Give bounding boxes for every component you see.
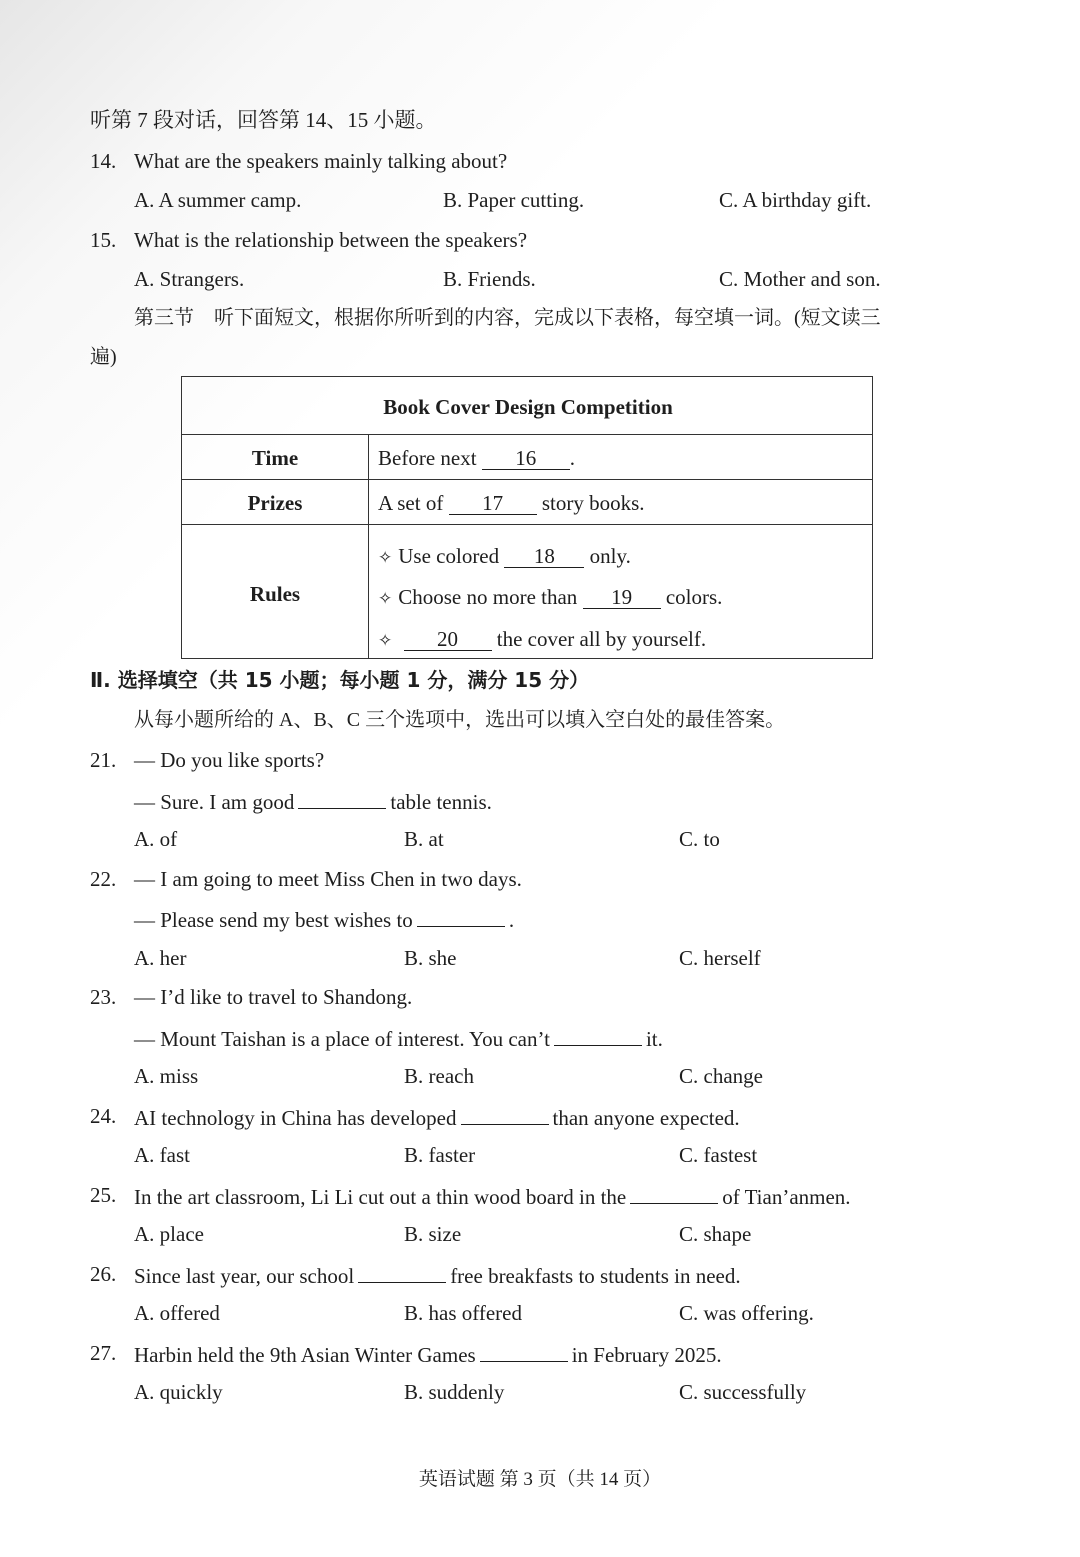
table-title: Book Cover Design Competition bbox=[383, 395, 673, 419]
question-number: 14. bbox=[90, 149, 117, 173]
page-footer: 英语试题 第 3 页（共 14 页） bbox=[418, 1469, 662, 1490]
option-c: C. Mother and son. bbox=[719, 267, 881, 291]
time-cell: Before next 16 . bbox=[378, 446, 576, 470]
option-a: A. quickly bbox=[134, 1380, 223, 1404]
diamond-bullet-icon: ✧ bbox=[378, 548, 393, 568]
rule-2: ✧ Choose no more than 19 colors. bbox=[378, 585, 723, 609]
blank-16[interactable]: 16 bbox=[482, 447, 570, 470]
option-a: A. offered bbox=[134, 1301, 220, 1325]
question-text: What is the relationship between the speakers? bbox=[134, 228, 528, 252]
blank-17[interactable]: 17 bbox=[449, 492, 537, 515]
answer-blank[interactable] bbox=[630, 1181, 718, 1204]
option-c: C. fastest bbox=[679, 1143, 758, 1167]
section-intro: 听第 7 段对话，回答第 14、15 小题。 bbox=[90, 108, 437, 132]
section3-instruction: 第三节 听下面短文，根据你所听到的内容，完成以下表格，每空填一词。(短文读三 bbox=[134, 307, 881, 329]
option-b: B. has offered bbox=[404, 1301, 522, 1325]
option-b: B. reach bbox=[404, 1064, 474, 1088]
option-a: A. miss bbox=[134, 1064, 199, 1088]
question-line2: — Please send my best wishes to . bbox=[134, 904, 514, 934]
question-number: 22. bbox=[90, 867, 117, 891]
blank-18[interactable]: 18 bbox=[504, 545, 584, 568]
rule-3: ✧ 20 the cover all by yourself. bbox=[378, 627, 707, 651]
option-c: C. successfully bbox=[679, 1380, 807, 1404]
question-text: — I’d like to travel to Shandong. bbox=[134, 985, 413, 1009]
part2-heading: Ⅱ. 选择填空（共 15 小题；每小题 1 分，满分 15 分） bbox=[90, 668, 590, 692]
option-c: C. was offering. bbox=[679, 1301, 814, 1325]
question-number: 24. bbox=[90, 1104, 117, 1128]
option-c: C. shape bbox=[679, 1222, 752, 1246]
option-b: B. faster bbox=[404, 1143, 476, 1167]
question-text: Harbin held the 9th Asian Winter Games in February 2025. bbox=[134, 1339, 722, 1369]
answer-blank[interactable] bbox=[358, 1260, 446, 1283]
prizes-cell: A set of 17 story books. bbox=[378, 491, 645, 515]
option-b: B. size bbox=[404, 1222, 462, 1246]
answer-blank[interactable] bbox=[554, 1023, 642, 1046]
row-label-time: Time bbox=[251, 446, 299, 470]
option-a: A. A summer camp. bbox=[134, 188, 302, 212]
option-c: C. change bbox=[679, 1064, 763, 1088]
part2-instruction: 从每小题所给的 A、B、C 三个选项中，选出可以填入空白处的最佳答案。 bbox=[134, 709, 786, 731]
question-number: 21. bbox=[90, 748, 117, 772]
question-text: In the art classroom, Li Li cut out a thin wood board in the of Tian’anmen. bbox=[134, 1181, 851, 1211]
rule-1: ✧ Use colored 18 only. bbox=[378, 544, 631, 568]
question-number: 26. bbox=[90, 1262, 117, 1286]
question-text: — Do you like sports? bbox=[134, 748, 325, 772]
option-a: A. her bbox=[134, 946, 187, 970]
row-label-rules: Rules bbox=[249, 582, 301, 606]
answer-blank[interactable] bbox=[298, 786, 386, 809]
option-b: B. suddenly bbox=[404, 1380, 505, 1404]
question-number: 15. bbox=[90, 228, 117, 252]
question-text: — I am going to meet Miss Chen in two days. bbox=[134, 867, 522, 891]
diamond-bullet-icon: ✧ bbox=[378, 589, 393, 609]
question-text: Since last year, our school free breakfasts to students in need. bbox=[134, 1260, 741, 1290]
question-number: 25. bbox=[90, 1183, 117, 1207]
option-b: B. at bbox=[404, 827, 444, 851]
option-b: B. Paper cutting. bbox=[443, 188, 585, 212]
question-number: 27. bbox=[90, 1341, 117, 1365]
option-b: B. she bbox=[404, 946, 457, 970]
option-c: C. to bbox=[679, 827, 720, 851]
answer-blank[interactable] bbox=[461, 1102, 549, 1125]
blank-19[interactable]: 19 bbox=[583, 586, 661, 609]
blank-20[interactable]: 20 bbox=[404, 628, 492, 651]
question-text: AI technology in China has developed than anyone expected. bbox=[134, 1102, 740, 1132]
section3-instruction-cont: 遍) bbox=[90, 346, 117, 368]
fill-in-table bbox=[181, 376, 873, 659]
option-b: B. Friends. bbox=[443, 267, 536, 291]
option-a: A. of bbox=[134, 827, 178, 851]
option-a: A. place bbox=[134, 1222, 204, 1246]
option-a: A. Strangers. bbox=[134, 267, 245, 291]
diamond-bullet-icon: ✧ bbox=[378, 631, 393, 651]
answer-blank[interactable] bbox=[417, 904, 505, 927]
option-a: A. fast bbox=[134, 1143, 190, 1167]
option-c: C. herself bbox=[679, 946, 761, 970]
question-number: 23. bbox=[90, 985, 117, 1009]
option-c: C. A birthday gift. bbox=[719, 188, 872, 212]
row-label-prizes: Prizes bbox=[247, 491, 303, 515]
answer-blank[interactable] bbox=[480, 1339, 568, 1362]
question-line2: — Mount Taishan is a place of interest. You can’t it. bbox=[134, 1023, 663, 1053]
question-line2: — Sure. I am good table tennis. bbox=[134, 786, 492, 816]
question-text: What are the speakers mainly talking about? bbox=[134, 149, 508, 173]
